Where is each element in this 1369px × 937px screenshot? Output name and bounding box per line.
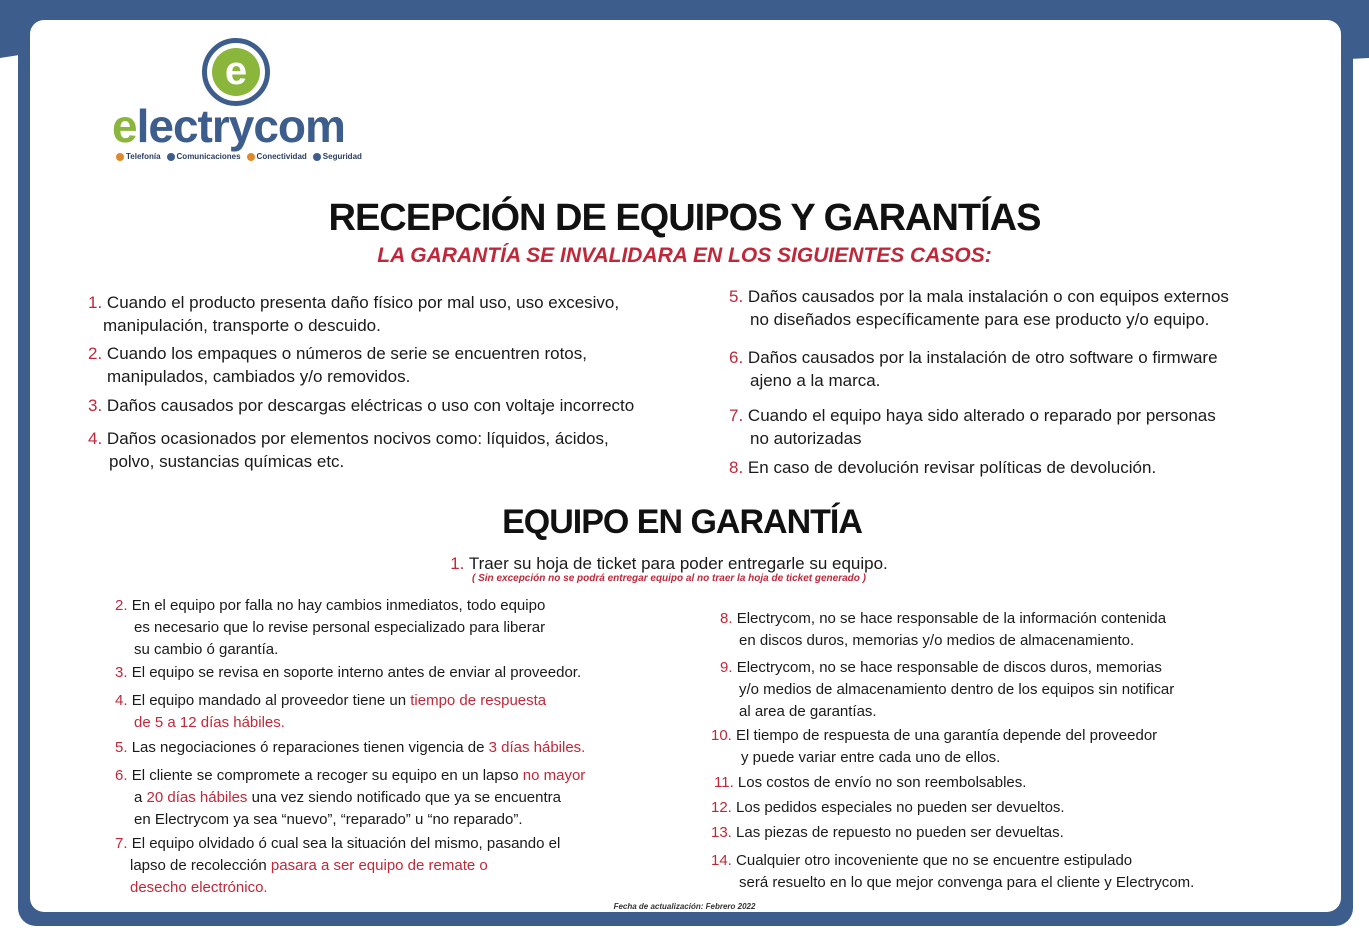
reception-item-5: 5. Daños causados por la mala instalación o con equipos externos no diseñados específicamente para ese producto y/o equipo. [729, 287, 1229, 329]
tagline-seguridad [313, 152, 362, 161]
reception-item-8: 8. En caso de devolución revisar políticas de devolución. [729, 458, 1157, 477]
tagline-label: Seguridad [322, 152, 362, 161]
tagline-telefonia [116, 152, 161, 161]
tagline-label: Comunicaciones [176, 152, 241, 161]
wordmark-first-letter: e [112, 100, 137, 152]
wifi-icon [247, 153, 255, 161]
warranty-item-4: 4. El equipo mandado al proveedor tiene un tiempo de respuesta de 5 a 12 días hábiles. [115, 692, 547, 731]
brand-tagline [116, 152, 362, 161]
ribbon-subtitle: DE GARANTÍAS [1017, 102, 1223, 132]
reception-item-6: 6. Daños causados por la instalación de otro software o firmware ajeno a la marca. [729, 348, 1218, 390]
reception-item-1: 1. Cuando el producto presenta daño físico por mal uso, uso excesivo, manipulación, transporte o descuido. [88, 293, 620, 335]
tagline-label: Telefonía [126, 152, 161, 161]
update-date: Fecha de actualización: Febrero 2022 [613, 902, 756, 911]
reception-item-7: 7. Cuando el equipo haya sido alterado o reparado por personas no autorizadas [729, 406, 1216, 448]
logo-badge [202, 38, 270, 106]
reception-item-2: 2. Cuando los empaques o números de serie se encuentren rotos, manipulados, cambiados y/o removidos. [88, 344, 587, 386]
tagline-conectividad [247, 152, 307, 161]
lock-icon [313, 153, 321, 161]
warranty-item-10: 10. El tiempo de respuesta de una garantía depende del proveedor y puede variar entre cada uno de ellos. [711, 727, 1158, 766]
warranty-item-14: 14. Cualquier otro incoveniente que no se encuentre estipulado será resuelto en lo que mejor convenga para el cliente y Electrycom. [711, 852, 1195, 891]
tagline-comunicaciones [167, 152, 241, 161]
warranty-item-9: 9. Electrycom, no se hace responsable de discos duros, memorias y/o medios de almacenamiento dentro de los equipos sin notificar al area de garantías. [720, 659, 1175, 720]
reception-title: RECEPCIÓN DE EQUIPOS Y GARANTÍAS [328, 197, 1041, 239]
warranty-item-7: 7. El equipo olvidado ó cual sea la situación del mismo, pasando el lapso de recolección pasara a ser equipo de remate o desecho electrónico. [115, 835, 561, 896]
warranty-item-1: 1. Traer su hoja de ticket para poder entregarle su equipo. [450, 554, 888, 573]
reception-item-3: 3. Daños causados por descargas eléctricas o uso con voltaje incorrecto [88, 396, 635, 415]
warranty-item-12: 12. Los pedidos especiales no pueden ser devueltos. [711, 799, 1065, 816]
chat-icon [167, 153, 175, 161]
phone-icon [116, 153, 124, 161]
warranty-item-13: 13. Las piezas de repuesto no pueden ser devueltas. [711, 824, 1064, 841]
brand-wordmark [112, 98, 345, 154]
warranty-item-11: 11. Los costos de envío no son reembolsables. [714, 774, 1027, 791]
ticket-note: ( Sin excepción no se podrá entregar equipo al no traer la hoja de ticket generado ) [472, 573, 866, 584]
logo-letter: e [212, 48, 260, 96]
warranty-item-5: 5. Las negociaciones ó reparaciones tienen vigencia de 3 días hábiles. [115, 739, 586, 756]
warranty-title: EQUIPO EN GARANTÍA [502, 503, 862, 541]
warranty-item-6: 6. El cliente se compromete a recoger su equipo en un lapso no mayor a 20 días hábiles una vez siendo notificado que ya se encuentra en Electrycom ya sea “nuevo”, “reparado” u “no reparado”. [115, 767, 586, 828]
ribbon-title: POLITICAS [913, 40, 1235, 109]
reception-item-4: 4. Daños ocasionados por elementos nocivos como: líquidos, ácidos, polvo, sustancias químicas etc. [88, 429, 609, 471]
wordmark-rest: lectrycom [136, 100, 345, 152]
warranty-item-2: 2. En el equipo por falla no hay cambios inmediatos, todo equipo es necesario que lo revise personal especializado para liberar su cambio ó garantía. [115, 597, 546, 658]
warranty-item-3: 3. El equipo se revisa en soporte interno antes de enviar al proveedor. [115, 664, 582, 681]
warranty-item-8: 8. Electrycom, no se hace responsable de la información contenida en discos duros, memorias y/o medios de almacenamiento. [720, 610, 1167, 649]
reception-subtitle: LA GARANTÍA SE INVALIDARA EN LOS SIGUIENTES CASOS: [377, 244, 992, 267]
tagline-label: Conectividad [256, 152, 307, 161]
